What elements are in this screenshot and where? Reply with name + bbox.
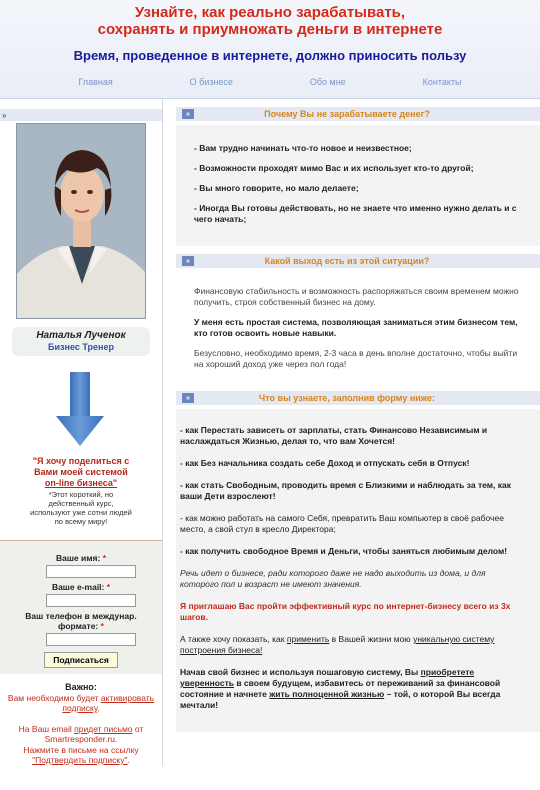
- name-label-text: Ваше имя:: [55, 553, 101, 563]
- learn-item: - как стать Свободным, проводить время с Близкими и наблюдать за тем, как ваши Дети взрослеют!: [180, 480, 511, 501]
- learn-item: - как получить свободное Время и Деньги, чтобы заняться любимым делом!: [180, 546, 508, 556]
- phone-input[interactable]: [46, 633, 136, 646]
- learn-item: - как можно работать на самого Себя, превратить Ваш компьютер в своё рабочее место, а свой стул в кресло Директора;: [180, 513, 504, 534]
- invite-text: Я приглашаю Вас пройти эффективный курс по интернет-бизнесу всего из 3х шагов.: [180, 601, 511, 622]
- why-item: - Иногда Вы готовы действовать, но не знаете что именно нужно делать и с чего начать;: [194, 203, 517, 224]
- solution-paragraph: У меня есть простая система, позволяющая заниматься этим бизнесом тем, кто готов освоить новые навыки.: [194, 317, 518, 338]
- double-chevron-icon: »: [182, 109, 194, 119]
- title-line-2: сохранять и приумножать деньги в интернете: [97, 21, 443, 38]
- final-text-u2: жить полноценной жизнью: [269, 689, 385, 699]
- down-arrow-icon: [0, 356, 163, 456]
- quote-note-3: используют уже сотни людей: [30, 508, 132, 517]
- section-title-why: Почему Вы не зарабатываете денег?: [264, 109, 430, 119]
- show-text-b: в Вашей жизни мою: [331, 634, 411, 644]
- quote-block: [0, 456, 162, 489]
- final-text-c: – той, о которой Вы всегда мечтали!: [180, 689, 501, 710]
- email-label-text: Ваше e-mail:: [51, 582, 105, 592]
- solution-paragraph: Безусловно, необходимо время, 2-3 часа в день вполне достаточно, чтобы выйти на хороший доход уже через пол года!: [194, 348, 518, 369]
- learn-item: - как Без начальника создать себе Доход и отпускать себя в Отпуск!: [180, 458, 470, 468]
- left-sidebar: [0, 99, 163, 766]
- quote-note-4: по всему миру!: [54, 517, 108, 526]
- solution-paragraph: Финансовую стабильность и возможность распоряжаться своим временем можно получить, строя собственный бизнес на дому.: [194, 286, 519, 307]
- notice-line-1: Вам необходимо будет: [7, 692, 99, 703]
- email-label: [6, 582, 156, 592]
- notice-heading: Важно:: [65, 682, 97, 692]
- double-chevron-icon: »: [2, 110, 7, 120]
- phone-label-text-2: формате:: [58, 621, 99, 631]
- section-header-learn: [176, 391, 540, 405]
- section-title-learn: Что вы узнаете, заполнив форму ниже:: [258, 393, 436, 403]
- sidebar-top-bar: [0, 109, 162, 121]
- double-chevron-icon: »: [182, 393, 194, 403]
- required-star: *: [102, 553, 107, 563]
- confirm-subscription-link[interactable]: "Подтвердить подписку": [32, 755, 128, 765]
- quote-note: [0, 490, 162, 526]
- why-item: - Вы много говорите, но мало делаете;: [194, 183, 359, 193]
- notice-dot: .: [97, 703, 100, 713]
- profile-card: [12, 327, 150, 356]
- site-header: [0, 0, 540, 98]
- portrait-illustration: [17, 124, 146, 319]
- why-item: - Возможности проходят мимо Вас и их использует кто-то другой;: [194, 163, 474, 173]
- subscription-link[interactable]: подписку: [62, 703, 98, 713]
- quote-note-2: действенный курс,: [48, 499, 114, 508]
- quote-line-3: on-line бизнеса": [44, 478, 118, 488]
- required-star: *: [100, 621, 104, 631]
- main-nav: [0, 63, 540, 87]
- activation-notice: [0, 674, 162, 766]
- nav-item-about-me[interactable]: Обо мне: [309, 77, 346, 87]
- site-title: [0, 0, 540, 38]
- email-input[interactable]: [46, 594, 136, 607]
- content-wrap: [0, 99, 540, 766]
- profile-photo: [16, 123, 146, 319]
- final-text-b: в своем будущем, избавитесь от переживаний за финансовой состояние и начнете: [180, 678, 501, 699]
- why-item: - Вам трудно начинать что-то новое и неизвестное;: [194, 143, 412, 153]
- profile-role: Бизнес Тренер: [48, 342, 114, 352]
- section-title-solution: Какой выход есть из этой ситуации?: [264, 256, 430, 266]
- nav-item-home[interactable]: Главная: [78, 77, 113, 87]
- section-body-learn: [176, 409, 540, 732]
- notice-dot-2: .: [127, 755, 130, 765]
- notice-line-5: Нажмите в письме на ссылку: [23, 744, 139, 755]
- name-label: [6, 553, 156, 563]
- learn-item: - как Перестать зависеть от зарплаты, стать Финансово Независимым и наслаждаться Жизнью, делая то, что вам Хочется!: [180, 425, 488, 446]
- phone-label-text-1: Ваш телефон в междунар.: [25, 611, 137, 621]
- subscribe-button[interactable]: Подписаться: [44, 652, 118, 668]
- show-text-a: А также хочу показать, как: [180, 634, 285, 644]
- section-header-solution: [176, 254, 540, 268]
- required-star: *: [106, 582, 111, 592]
- show-text-u1: применить: [286, 634, 330, 644]
- final-text: [180, 667, 526, 711]
- quote-line-2: Вами моей системой: [34, 467, 128, 477]
- activate-link[interactable]: активировать: [100, 692, 155, 703]
- nav-item-about-business[interactable]: О бизнесе: [189, 77, 233, 87]
- section-header-why: [176, 107, 540, 121]
- italic-note: Речь идет о бизнесе, ради которого даже не надо выходить из дома, и для которого пол и возраст не имеют значения.: [180, 568, 486, 589]
- arrow-container: [0, 356, 162, 456]
- profile-name: Наталья Лученок: [36, 330, 126, 341]
- final-text-u1: приобретете уверенность: [180, 667, 475, 688]
- show-text-u2: уникальную систему построения бизнеса!: [180, 634, 495, 655]
- quote-note-1: *Этот короткий, но: [48, 490, 114, 499]
- nav-item-contacts[interactable]: Контакты: [422, 77, 462, 87]
- double-chevron-icon: »: [182, 256, 194, 266]
- site-subtitle: Время, проведенное в интернете, должно приносить пользу: [73, 48, 467, 63]
- show-text: [180, 634, 526, 656]
- title-line-1: Узнайте, как реально зарабатывать,: [134, 4, 406, 21]
- subscribe-form: [0, 540, 162, 674]
- notice-line-3: На Ваш email: [18, 723, 72, 734]
- section-body-why: [176, 125, 540, 246]
- section-body-solution: [176, 268, 540, 383]
- final-text-a: Начав свой бизнес и используя пошаговую систему, Вы: [180, 667, 419, 677]
- main-content: [163, 99, 540, 766]
- letter-link[interactable]: придет письмо: [74, 723, 133, 734]
- name-input[interactable]: [46, 565, 136, 578]
- phone-label: [6, 611, 156, 631]
- quote-line-1: "Я хочу поделиться с: [32, 456, 130, 466]
- notice-line-4: Smartresponder.ru.: [44, 734, 118, 744]
- notice-line-3-end: от: [134, 723, 144, 734]
